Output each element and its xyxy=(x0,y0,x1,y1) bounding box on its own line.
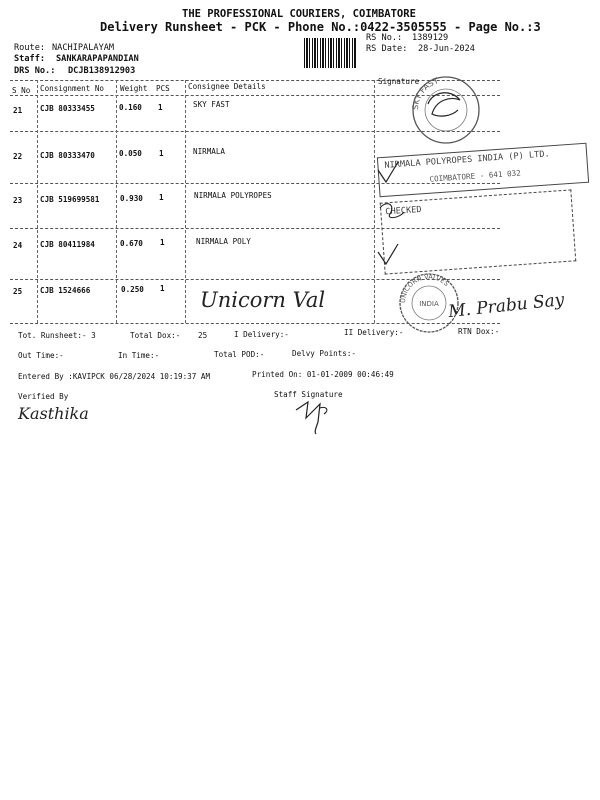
handwritten-consignee: Unicorn Val xyxy=(200,288,326,312)
col-header-consignee: Consignee Details xyxy=(188,82,266,91)
row-consignment: CJB 80333470 xyxy=(40,151,95,160)
row-weight: 0.930 xyxy=(120,194,143,203)
row-consignee: NIRMALA POLYROPES xyxy=(194,191,272,200)
rs-no-label: RS No.: xyxy=(366,33,403,43)
column-divider xyxy=(374,80,375,323)
row-consignment: CJB 1524666 xyxy=(40,286,91,295)
column-divider xyxy=(116,80,117,323)
staff-value: SANKARAPAPANDIAN xyxy=(56,54,139,64)
i-delivery: I Delivery:- xyxy=(234,330,289,339)
col-header-pcs: PCS xyxy=(156,84,170,93)
checked-stamp-label: CHECKED xyxy=(385,204,422,218)
row-sno: 25 xyxy=(13,287,23,296)
col-header-weight: Weight xyxy=(120,84,148,93)
row-consignee: NIRMALA POLY xyxy=(196,237,251,246)
row-pcs: 1 xyxy=(159,149,164,158)
row-consignee: NIRMALA xyxy=(193,147,226,156)
delvy-points: Delvy Points:- xyxy=(292,349,357,358)
rs-no-value: 1389129 xyxy=(412,33,449,43)
row-weight: 0.670 xyxy=(120,239,143,248)
verified-by-label: Verified By xyxy=(18,392,69,401)
col-header-consignment: Consignment No xyxy=(40,84,105,93)
row-consignment: CJB 80411984 xyxy=(40,240,95,249)
total-dox-value: 25 xyxy=(198,331,208,340)
row-consignment: CJB 80333455 xyxy=(40,104,95,113)
route-value: NACHIPALAYAM xyxy=(52,43,115,53)
row-consignment: CJB 519699581 xyxy=(40,195,100,204)
tot-runsheet: Tot. Runsheet:- 3 xyxy=(18,331,96,340)
nirmala-stamp-line2: COIMBATORE - 641 032 xyxy=(429,168,522,184)
row-sno: 21 xyxy=(13,106,23,115)
barcode xyxy=(304,38,356,68)
col-header-sno: S No xyxy=(12,86,31,95)
row-sno: 23 xyxy=(13,196,23,205)
total-dox-label: Total Dox:- xyxy=(130,331,181,340)
company-name: THE PROFESSIONAL COURIERS, COIMBATORE xyxy=(182,8,416,20)
out-time: Out Time:- xyxy=(18,351,64,360)
row-pcs: 1 xyxy=(160,284,165,293)
row-sno: 24 xyxy=(13,241,23,250)
rtn-dox: RTN Dox:- xyxy=(458,327,500,336)
nirmala-stamp-line1: NIRMALA POLYROPES INDIA (P) LTD. xyxy=(384,149,550,171)
drs-value: DCJB138912903 xyxy=(68,66,136,76)
drs-label: DRS No.: xyxy=(14,66,56,76)
entered-by: Entered By :KAVIPCK 06/28/2024 10:19:37 AM xyxy=(18,372,211,381)
col-header-signature: Signature xyxy=(378,77,420,86)
row-consignee: SKY FAST xyxy=(193,100,230,109)
sky-fast-stamp xyxy=(410,74,482,146)
total-pod: Total POD:- xyxy=(214,350,265,359)
staff-signature-label: Staff Signature xyxy=(274,390,343,399)
unicorn-stamp-center-text: INDIA xyxy=(419,300,439,308)
handwritten-signature: M. Prabu Say xyxy=(447,289,566,323)
rs-date-label: RS Date: xyxy=(366,44,408,54)
svg-text:UNICORN VALVES xyxy=(399,273,451,303)
checkmark-scribble xyxy=(376,160,416,270)
column-divider xyxy=(37,80,38,323)
row-weight: 0.160 xyxy=(119,103,142,112)
row-pcs: 1 xyxy=(159,193,164,202)
row-pcs: 1 xyxy=(160,238,165,247)
rs-date-value: 28-Jun-2024 xyxy=(418,44,475,54)
ii-delivery: II Delivery:- xyxy=(344,328,404,337)
sky-stamp-ring-text: SKY FAST xyxy=(410,76,440,111)
row-sno: 22 xyxy=(13,152,23,161)
verified-by-signature: Kasthika xyxy=(18,404,89,423)
staff-label: Staff: xyxy=(14,54,46,64)
row-weight: 0.250 xyxy=(121,285,144,294)
route-label: Route: xyxy=(14,43,46,53)
runsheet-title: Delivery Runsheet - PCK - Phone No.:0422-3505555 - Page No.:3 xyxy=(100,20,541,34)
row-weight: 0.050 xyxy=(119,149,142,158)
staff-signature-mark xyxy=(294,400,334,436)
unicorn-stamp-ring-text: UNICORN VALVES xyxy=(398,272,451,304)
row-pcs: 1 xyxy=(158,103,163,112)
printed-on: Printed On: 01-01-2009 00:46:49 xyxy=(252,370,394,379)
in-time: In Time:- xyxy=(118,351,160,360)
column-divider xyxy=(185,80,186,323)
